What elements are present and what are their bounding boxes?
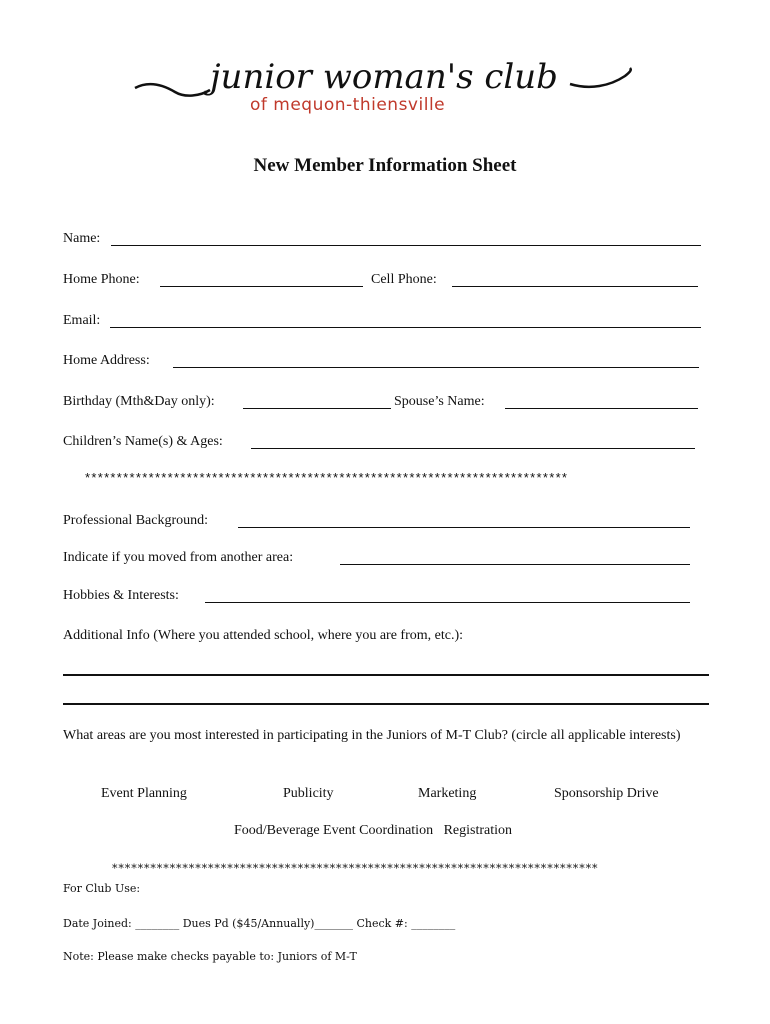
interests-question: What areas are you most interested in participating in the Juniors of M-T Club? (circle all applicable interests) (63, 728, 681, 743)
email-label: Email: (63, 313, 101, 328)
home-address-field[interactable] (173, 367, 699, 368)
email-field[interactable] (110, 327, 701, 328)
option-publicity[interactable]: Publicity (283, 786, 334, 801)
logo-subtitle: of mequon-thiensville (250, 95, 446, 115)
club-use-heading: For Club Use: (63, 882, 141, 895)
logo-script-text: junior woman's club (210, 57, 558, 97)
additional-line-1[interactable] (63, 674, 709, 676)
hobbies-field[interactable] (205, 602, 690, 603)
additional-line-2[interactable] (63, 703, 709, 705)
children-label: Children’s Name(s) & Ages: (63, 434, 223, 449)
spouse-row (394, 394, 485, 410)
name-label: Name: (63, 231, 101, 246)
professional-field[interactable] (238, 527, 690, 528)
option-marketing[interactable]: Marketing (418, 786, 477, 801)
hobbies-row (63, 588, 179, 604)
moved-row (63, 550, 293, 566)
additional-row (63, 628, 463, 644)
spouse-label: Spouse’s Name: (394, 394, 485, 409)
club-logo-graphic (130, 50, 640, 120)
email-row (63, 313, 100, 329)
page-title: New Member Information Sheet (253, 155, 517, 176)
cell-phone-field[interactable] (452, 286, 698, 287)
birthday-field[interactable] (243, 408, 391, 409)
children-field[interactable] (251, 448, 695, 449)
home-phone-row (63, 272, 140, 288)
hobbies-label: Hobbies & Interests: (63, 588, 179, 603)
option-sponsorship-drive[interactable]: Sponsorship Drive (554, 786, 659, 801)
home-address-label: Home Address: (63, 353, 150, 368)
home-phone-field[interactable] (160, 286, 363, 287)
additional-label: Additional Info (Where you attended school, where you are from, etc.): (63, 628, 464, 643)
home-phone-label: Home Phone: (63, 272, 140, 287)
club-logo (130, 50, 640, 120)
club-use-date-joined: Date Joined: ________ Dues Pd ($45/Annually)_______ Check #: ________ (63, 917, 456, 930)
option-food-registration[interactable]: Food/Beverage Event Coordination Registration (234, 823, 513, 838)
moved-field[interactable] (340, 564, 690, 565)
children-row (63, 434, 223, 450)
name-row (63, 231, 100, 247)
spouse-field[interactable] (505, 408, 698, 409)
home-address-row (63, 353, 150, 369)
name-field[interactable] (111, 245, 701, 246)
separator-bottom: **************************************************************************** (112, 862, 599, 875)
option-event-planning[interactable]: Event Planning (101, 786, 187, 801)
moved-label: Indicate if you moved from another area: (63, 550, 294, 565)
professional-row (63, 513, 208, 529)
separator-top: **************************************************************************** (85, 470, 569, 485)
club-use-note: Note: Please make checks payable to: Juniors of M-T (63, 950, 357, 963)
birthday-label: Birthday (Mth&Day only): (63, 394, 215, 409)
cell-phone-label: Cell Phone: (371, 272, 437, 287)
professional-label: Professional Background: (63, 513, 209, 528)
birthday-row (63, 394, 215, 410)
cell-phone-row (371, 272, 437, 288)
